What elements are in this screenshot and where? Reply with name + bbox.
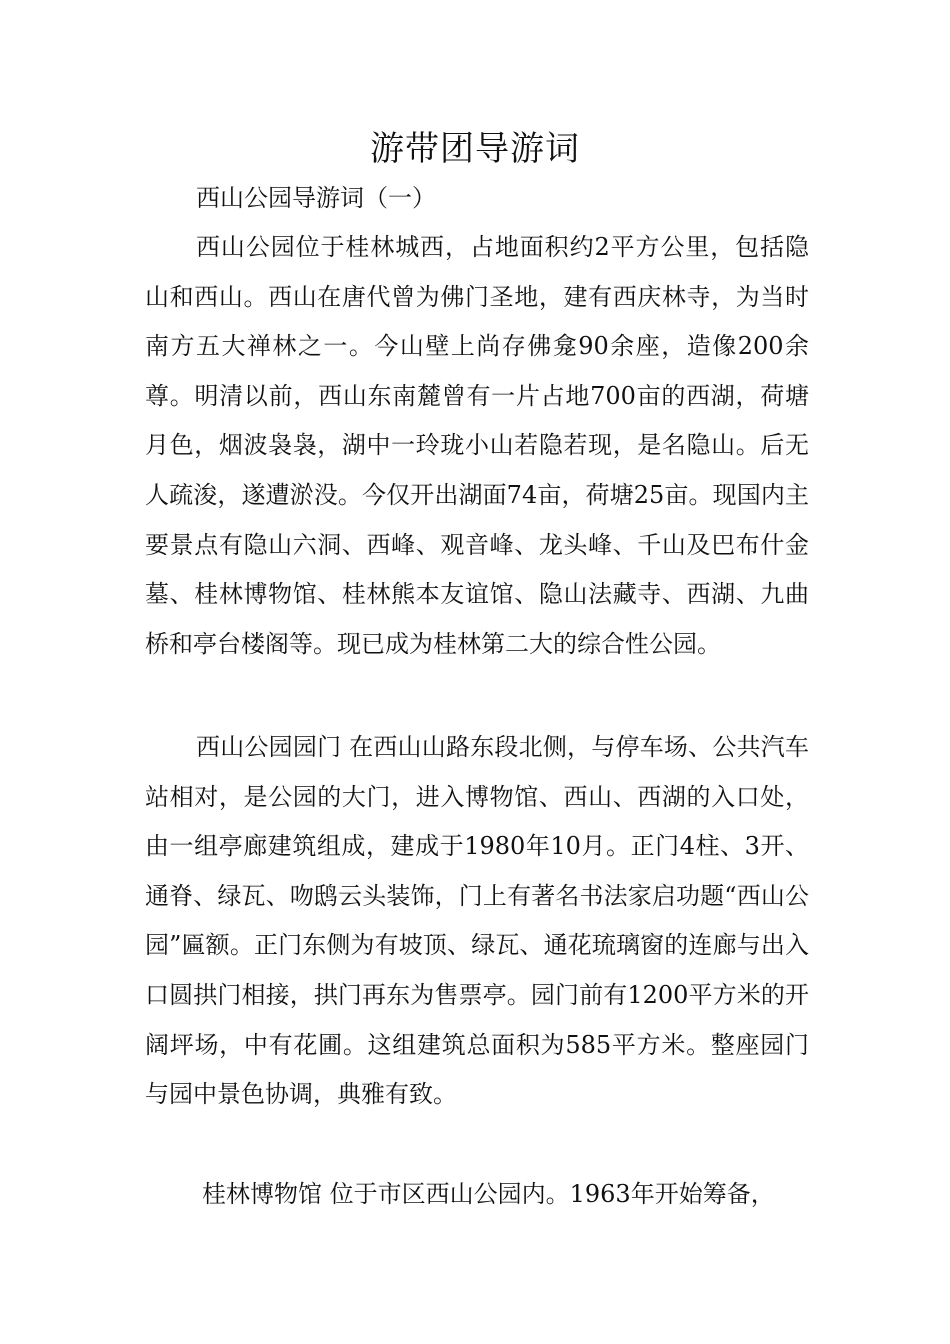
paragraph-park-gate: 西山公园园门 在西山山路东段北侧，与停车场、公共汽车站相对，是公园的大门，进入博物馆、西山、西湖的入口处，由一组亭廊建筑组成，建成于1980年10月。正门4柱、3开、通脊、绿瓦、吻鸱云头装饰，门上有著名书法家启功题“西山公园”匾额。正门东侧为有坡顶、绿瓦、通花琉璃窗的连廊与出入口圆拱门相接，拱门再东为售票亭。园门前有1200平方米的开阔坪场，中有花圃。这组建筑总面积为585平方米。整座园门与园中景色协调，典雅有致。: [145, 733, 809, 1109]
document-title: 游带团导游词: [370, 129, 580, 169]
document-subtitle: 西山公园导游词（一）: [196, 184, 436, 212]
paragraph-xishan-park-overview: 西山公园位于桂林城西，占地面积约2平方公里，包括隐山和西山。西山在唐代曾为佛门圣地，建有西庆林寺，为当时南方五大禅林之一。今山壁上尚存佛龛90余座，造像200余尊。明清以前，西山东南麓曾有一片占地700亩的西湖，荷塘月色，烟波袅袅，湖中一玲珑小山若隐若现，是名隐山。后无人疏浚，遂遭淤没。今仅开出湖面74亩，荷塘25亩。现国内主要景点有隐山六洞、西峰、观音峰、龙头峰、千山及巴布什金墓、桂林博物馆、桂林熊本友谊馆、隐山法藏寺、西湖、九曲桥和亭台楼阁等。现已成为桂林第二大的综合性公园。: [145, 233, 809, 658]
paragraph-guilin-museum: 桂林博物馆 位于市区西山公园内。1963年开始筹备，: [202, 1180, 775, 1208]
